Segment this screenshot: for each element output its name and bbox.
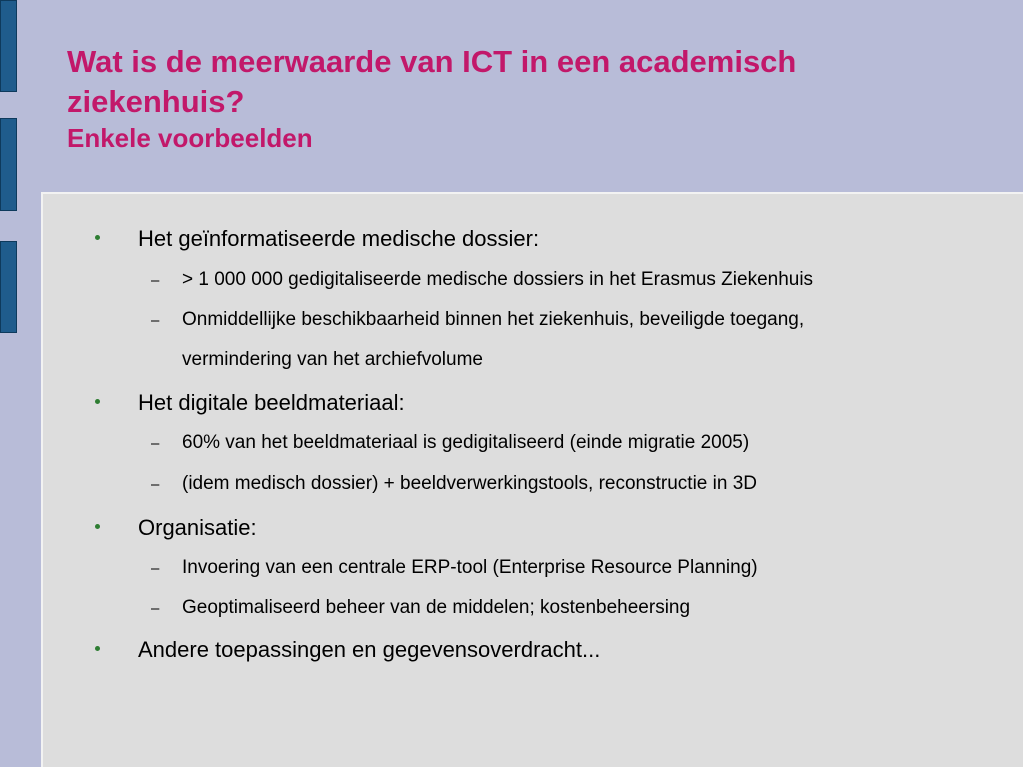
accent-bar-top bbox=[0, 0, 17, 92]
dash-icon: – bbox=[151, 560, 160, 577]
sub-item-text: 60% van het beeldmateriaal is gedigitaliseerd (einde migratie 2005) bbox=[182, 432, 750, 453]
slide-title bbox=[67, 42, 1007, 154]
dash-icon: – bbox=[151, 600, 160, 617]
bullet-text: Het digitale beeldmateriaal: bbox=[138, 390, 405, 415]
dash-icon: – bbox=[151, 272, 160, 289]
bullet-text: Organisatie: bbox=[138, 515, 257, 540]
sub-item-text: Invoering van een centrale ERP-tool (Enterprise Resource Planning) bbox=[182, 557, 758, 578]
content-panel bbox=[41, 192, 1023, 767]
sub-item-text: vermindering van het archiefvolume bbox=[182, 349, 483, 370]
dash-icon: – bbox=[151, 312, 160, 329]
accent-bar-middle bbox=[0, 118, 17, 211]
accent-bar-bottom bbox=[0, 241, 17, 333]
sub-item-text: Onmiddellijke beschikbaarheid binnen het ziekenhuis, beveiligde toegang, bbox=[182, 309, 805, 330]
dash-icon: – bbox=[151, 435, 160, 452]
slide-subtitle: Enkele voorbeelden bbox=[67, 123, 313, 153]
sub-item-text: Geoptimaliseerd beheer van de middelen; kostenbeheersing bbox=[182, 597, 691, 618]
sub-item-text: (idem medisch dossier) + beeldverwerkingstools, reconstructie in 3D bbox=[182, 473, 757, 494]
title-line-2: ziekenhuis? bbox=[67, 84, 245, 119]
sub-item-text: > 1 000 000 gedigitaliseerde medische dossiers in het Erasmus Ziekenhuis bbox=[182, 269, 814, 290]
bullet-text: Het geïnformatiseerde medische dossier: bbox=[138, 226, 540, 251]
title-line-1: Wat is de meerwaarde van ICT in een academisch bbox=[67, 44, 797, 79]
dash-icon: – bbox=[151, 476, 160, 493]
bullet-text: Andere toepassingen en gegevensoverdracht... bbox=[138, 637, 601, 662]
